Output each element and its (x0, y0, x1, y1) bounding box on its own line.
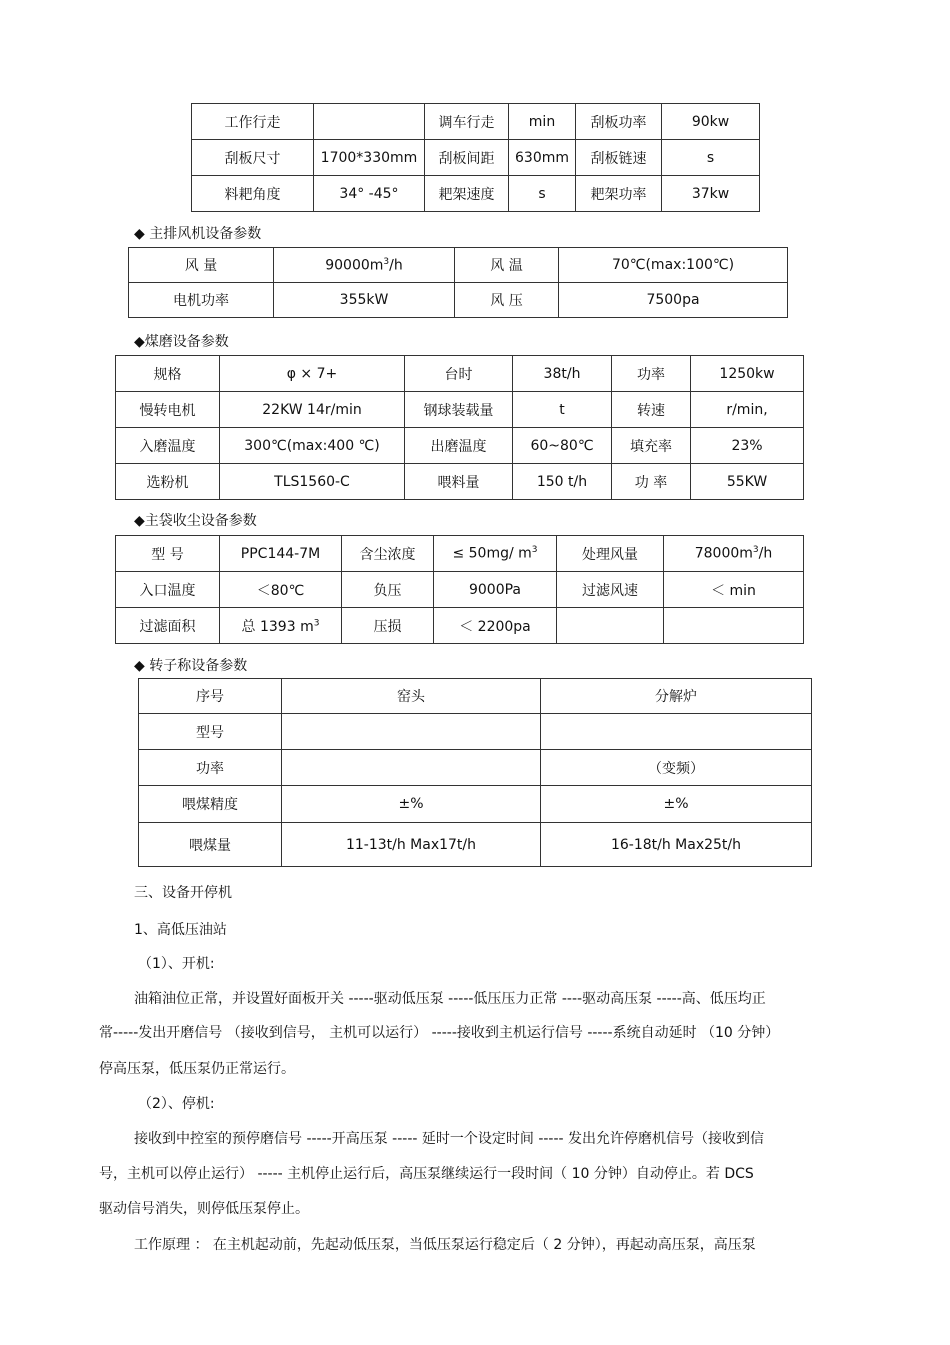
section-heading-coal-mill: ◆煤磨设备参数 (134, 334, 229, 350)
cell: 1700*330mm (314, 140, 425, 176)
cell: 型号 (139, 714, 282, 750)
cell: 喂料量 (405, 464, 513, 500)
value-main: 90000m (325, 257, 384, 274)
cell: 规格 (116, 356, 220, 392)
cell: 37kw (662, 176, 760, 212)
cell: 过滤风速 (557, 572, 664, 608)
paragraph-line: 工作原理 ： 在主机起动前，先起动低压泵，当低压泵运行稳定后（ 2 分钟），再起动高压泵，高压泵 (134, 1237, 756, 1253)
cell: 风 量 (129, 248, 274, 283)
cell (434, 536, 557, 572)
paragraph-line: 常-----发出开磨信号 （接收到信号， 主机可以运行） -----接收到主机运行信号 -----系统自动延时 （10 分钟） (99, 1025, 780, 1041)
cell: 刮板链速 (576, 140, 662, 176)
cell: 选粉机 (116, 464, 220, 500)
cell (314, 104, 425, 140)
cell: 工作行走 (192, 104, 314, 140)
cell: 风 压 (455, 283, 559, 318)
cell: φ × 7+ (220, 356, 405, 392)
cell (541, 714, 812, 750)
cell: 功 率 (612, 464, 691, 500)
superscript: 3 (313, 617, 320, 628)
cell: 16-18t/h Max25t/h (541, 823, 812, 867)
cell: 刮板间距 (425, 140, 509, 176)
cell: 电机功率 (129, 283, 274, 318)
rotor-scale-params-table (138, 678, 812, 867)
cell: （变频） (541, 750, 812, 786)
cell: 11-13t/h Max17t/h (282, 823, 541, 867)
cell: 9000Pa (434, 572, 557, 608)
cell: 刮板尺寸 (192, 140, 314, 176)
cell: ±% (541, 786, 812, 823)
cell: 22KW 14r/min (220, 392, 405, 428)
cell: 转速 (612, 392, 691, 428)
cell: 窑头 (282, 679, 541, 714)
superscript: 3 (752, 545, 759, 556)
cell (664, 536, 804, 572)
cell (274, 248, 455, 283)
cell: 压损 (342, 608, 434, 644)
superscript: 3 (383, 256, 390, 267)
cell: ＜ min (664, 572, 804, 608)
paragraph-line: 接收到中控室的预停磨信号 -----开高压泵 ----- 延时一个设定时间 ----- 发出允许停磨机信号（接收到信 (134, 1131, 765, 1147)
cell: min (509, 104, 576, 140)
cell: ＜80℃ (220, 572, 342, 608)
cell: 70℃(max:100℃) (559, 248, 788, 283)
paragraph-line: 油箱油位正常，并设置好面板开关 -----驱动低压泵 -----低压压力正常 ----驱动高压泵 -----高、低压均正 (134, 991, 766, 1007)
cell: 90kw (662, 104, 760, 140)
cell: 355kW (274, 283, 455, 318)
section-heading-rotor-scale: ◆ 转子称设备参数 (134, 658, 248, 674)
shutdown-title: （2）、停机: (138, 1096, 215, 1112)
cell: 38t/h (513, 356, 612, 392)
subsection-title-oil-station: 1、高低压油站 (134, 922, 227, 938)
cell: 料耙角度 (192, 176, 314, 212)
cell: r/min, (691, 392, 804, 428)
section-title-startstop: 三、设备开停机 (134, 885, 232, 901)
main-fan-params-table (128, 247, 788, 318)
paragraph-line: 号，主机可以停止运行） ----- 主机停止运行后，高压泵继续运行一段时间（ 10 分钟）自动停止。若 DCS (99, 1166, 754, 1182)
cell: 耙架速度 (425, 176, 509, 212)
cell: 7500pa (559, 283, 788, 318)
cell: 入口温度 (116, 572, 220, 608)
cell: t (513, 392, 612, 428)
cell: 慢转电机 (116, 392, 220, 428)
cell: 喂煤量 (139, 823, 282, 867)
cell: 序号 (139, 679, 282, 714)
cell (282, 714, 541, 750)
section-heading-bag-filter: ◆主袋收尘设备参数 (134, 513, 257, 529)
cell: 分解炉 (541, 679, 812, 714)
coal-mill-params-table (115, 355, 804, 500)
cell: s (662, 140, 760, 176)
scraper-params-table (191, 103, 760, 212)
value-tail: /h (758, 545, 773, 562)
cell: 功率 (139, 750, 282, 786)
cell: 喂煤精度 (139, 786, 282, 823)
cell: 刮板功率 (576, 104, 662, 140)
cell: 630mm (509, 140, 576, 176)
cell: 过滤面积 (116, 608, 220, 644)
bag-filter-params-table (115, 535, 804, 644)
startup-title: （1）、开机: (138, 956, 215, 972)
paragraph-line: 停高压泵，低压泵仍正常运行。 (99, 1061, 295, 1077)
cell: PPC144-7M (220, 536, 342, 572)
value-main: ≤ 50mg/ m (452, 545, 532, 562)
cell: 功率 (612, 356, 691, 392)
section-heading-main-fan: ◆ 主排风机设备参数 (134, 226, 262, 242)
cell: 1250kw (691, 356, 804, 392)
cell: TLS1560-C (220, 464, 405, 500)
cell: 台时 (405, 356, 513, 392)
paragraph-line: 驱动信号消失，则停低压泵停止。 (99, 1201, 309, 1217)
cell (220, 608, 342, 644)
cell: 耙架功率 (576, 176, 662, 212)
value-main: 78000m (694, 545, 753, 562)
cell: 出磨温度 (405, 428, 513, 464)
superscript: 3 (531, 545, 538, 556)
cell: 55KW (691, 464, 804, 500)
cell: 处理风量 (557, 536, 664, 572)
cell: 型 号 (116, 536, 220, 572)
cell: 23% (691, 428, 804, 464)
cell: 填充率 (612, 428, 691, 464)
cell: 风 温 (455, 248, 559, 283)
cell: 含尘浓度 (342, 536, 434, 572)
value-main: 总 1393 m (241, 618, 314, 635)
cell: ＜ 2200pa (434, 608, 557, 644)
cell: 60~80℃ (513, 428, 612, 464)
cell: 34° -45° (314, 176, 425, 212)
cell: 入磨温度 (116, 428, 220, 464)
cell (664, 608, 804, 644)
cell (557, 608, 664, 644)
value-tail: /h (389, 257, 403, 274)
cell: 调车行走 (425, 104, 509, 140)
cell (282, 750, 541, 786)
cell: s (509, 176, 576, 212)
cell: ±% (282, 786, 541, 823)
cell: 钢球装载量 (405, 392, 513, 428)
cell: 150 t/h (513, 464, 612, 500)
cell: 300℃(max:400 ℃) (220, 428, 405, 464)
cell: 负压 (342, 572, 434, 608)
